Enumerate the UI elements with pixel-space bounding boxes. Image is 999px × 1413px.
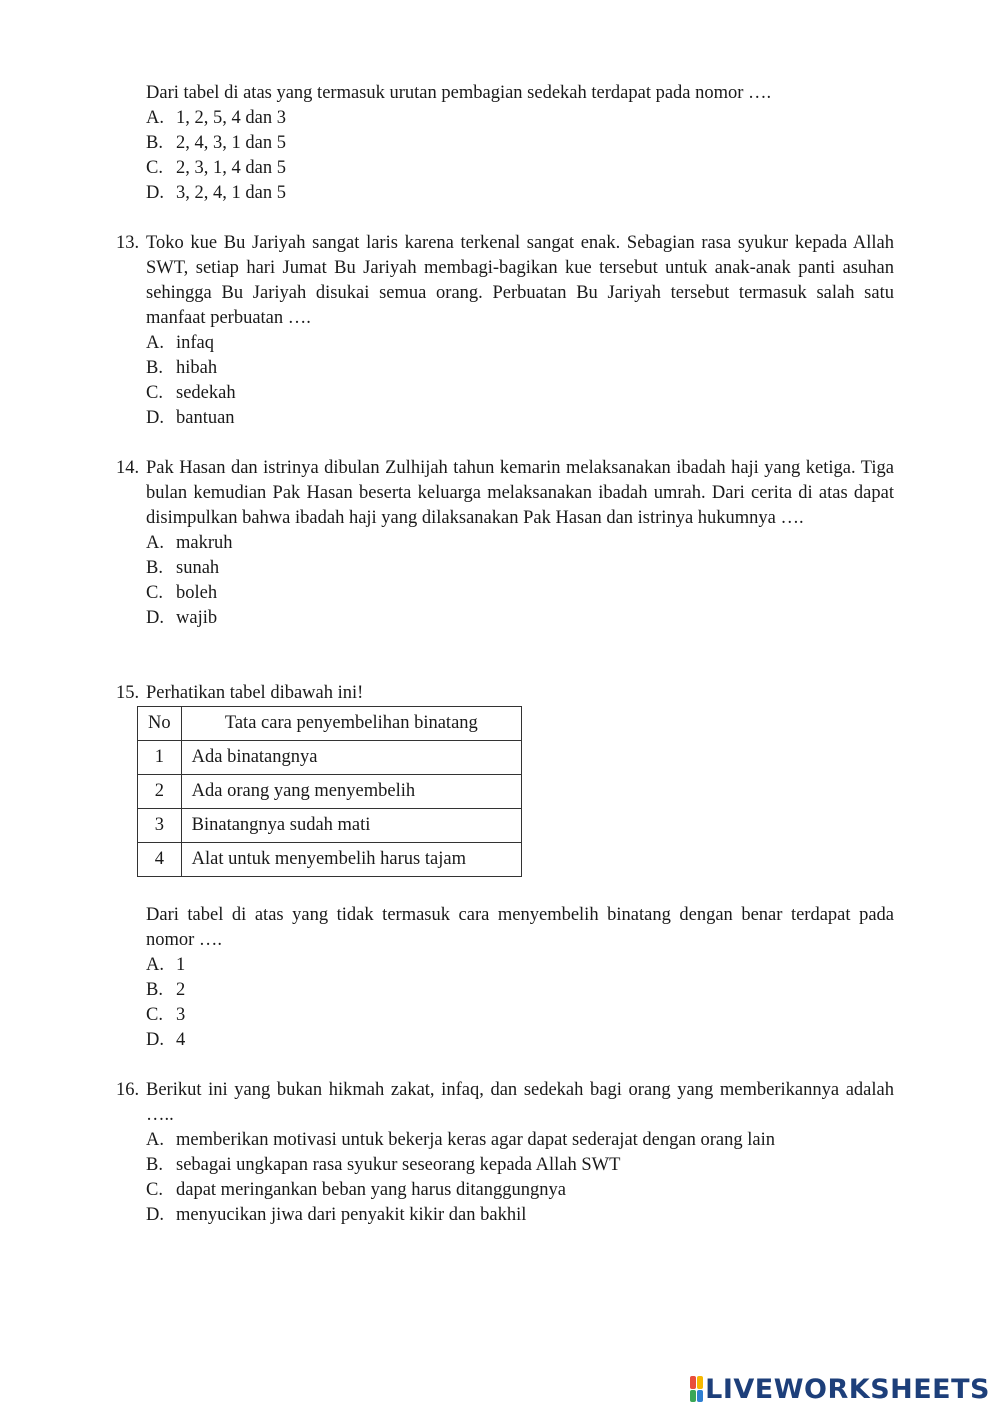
option-13-a[interactable]: A. infaq	[146, 333, 215, 353]
table-row: 4 Alat untuk menyembelih harus tajam	[138, 843, 522, 877]
question-15-intro	[116, 681, 894, 706]
logo-text: LIVEWORKSHEETS	[705, 1373, 990, 1405]
table-header-no: No	[138, 707, 182, 741]
table-row: 2 Ada orang yang menyembelih	[138, 775, 522, 809]
option-15-b[interactable]: B. 2	[146, 980, 186, 1000]
option-14-b[interactable]: B. sunah	[146, 558, 220, 578]
question-16-options	[116, 1128, 894, 1228]
question-15-text: Dari tabel di atas yang tidak termasuk cara menyembelih binatang dengan benar terdapat pada nomor ….	[146, 905, 894, 950]
option-14-c[interactable]: C. boleh	[146, 583, 218, 603]
question-15-number: 15.	[116, 683, 140, 703]
table-header-row	[138, 707, 522, 741]
option-16-c[interactable]: C. dapat meringankan beban yang harus ditanggungnya	[146, 1180, 566, 1200]
option-13-b[interactable]: B. hibah	[146, 358, 218, 378]
logo-mark-icon	[690, 1376, 703, 1402]
question-13-text: Toko kue Bu Jariyah sangat laris karena terkenal sangat enak. Sebagian rasa syukur kepada Allah SWT, setiap hari Jumat Bu Jariyah membagi-bagikan kue tersebut untuk anak-anak panti asuhan sehingga Bu Jariyah disukai semua orang. Perbuatan Bu Jariyah tersebut termasuk salah satu manfaat perbuatan ….	[146, 233, 894, 328]
question-15-intro-text: Perhatikan tabel dibawah ini!	[146, 683, 364, 703]
table-row: 3 Binatangnya sudah mati	[138, 809, 522, 843]
option-14-d[interactable]: D. wajib	[146, 608, 218, 628]
question-15-options	[116, 953, 894, 1053]
question-16	[116, 1078, 894, 1228]
table-row: 1 Ada binatangnya	[138, 741, 522, 775]
option-14-a[interactable]: A. makruh	[146, 533, 233, 553]
option-15-a[interactable]: A. 1	[146, 955, 186, 975]
option-15-c[interactable]: C. 3	[146, 1005, 186, 1025]
question-12-text: Dari tabel di atas yang termasuk urutan pembagian sedekah terdapat pada nomor ….	[146, 83, 772, 103]
option-15-d[interactable]: D. 4	[146, 1030, 186, 1050]
question-16-text: Berikut ini yang bukan hikmah zakat, infaq, dan sedekah bagi orang yang memberikannya adalah …..	[146, 1080, 894, 1125]
question-16-number: 16.	[116, 1080, 140, 1100]
option-12-d[interactable]: D. 3, 2, 4, 1 dan 5	[146, 183, 286, 203]
option-16-b[interactable]: B. sebagai ungkapan rasa syukur seseorang kepada Allah SWT	[146, 1155, 621, 1175]
slaughter-table	[137, 706, 522, 877]
option-16-a[interactable]: A. memberikan motivasi untuk bekerja keras agar dapat sederajat dengan orang lain	[146, 1130, 775, 1150]
option-12-b[interactable]: B. 2, 4, 3, 1 dan 5	[146, 133, 286, 153]
question-13-number: 13.	[116, 233, 140, 253]
option-13-c[interactable]: C. sedekah	[146, 383, 236, 403]
question-14-text: Pak Hasan dan istrinya dibulan Zulhijah tahun kemarin melaksanakan ibadah haji yang ketiga. Tiga bulan kemudian Pak Hasan beserta keluarga melaksanakan ibadah umrah. Dari cerita di atas dapat disimpulkan bahwa ibadah haji yang dilaksanakan Pak Hasan dan istrinya hukumnya ….	[146, 458, 894, 528]
question-13-options	[116, 331, 894, 431]
question-13	[116, 231, 894, 431]
option-13-d[interactable]: D. bantuan	[146, 408, 235, 428]
question-14-options	[116, 531, 894, 631]
liveworksheets-logo[interactable]	[690, 1372, 990, 1406]
option-12-c[interactable]: C. 2, 3, 1, 4 dan 5	[146, 158, 286, 178]
question-15-body	[116, 903, 894, 1053]
question-14-number: 14.	[116, 458, 140, 478]
question-12-options	[116, 106, 894, 206]
option-16-d[interactable]: D. menyucikan jiwa dari penyakit kikir dan bakhil	[146, 1205, 527, 1225]
question-14	[116, 456, 894, 631]
table-header-method: Tata cara penyembelihan binatang	[181, 707, 521, 741]
option-12-a[interactable]: A. 1, 2, 5, 4 dan 3	[146, 108, 286, 128]
question-12-tail	[116, 81, 894, 206]
